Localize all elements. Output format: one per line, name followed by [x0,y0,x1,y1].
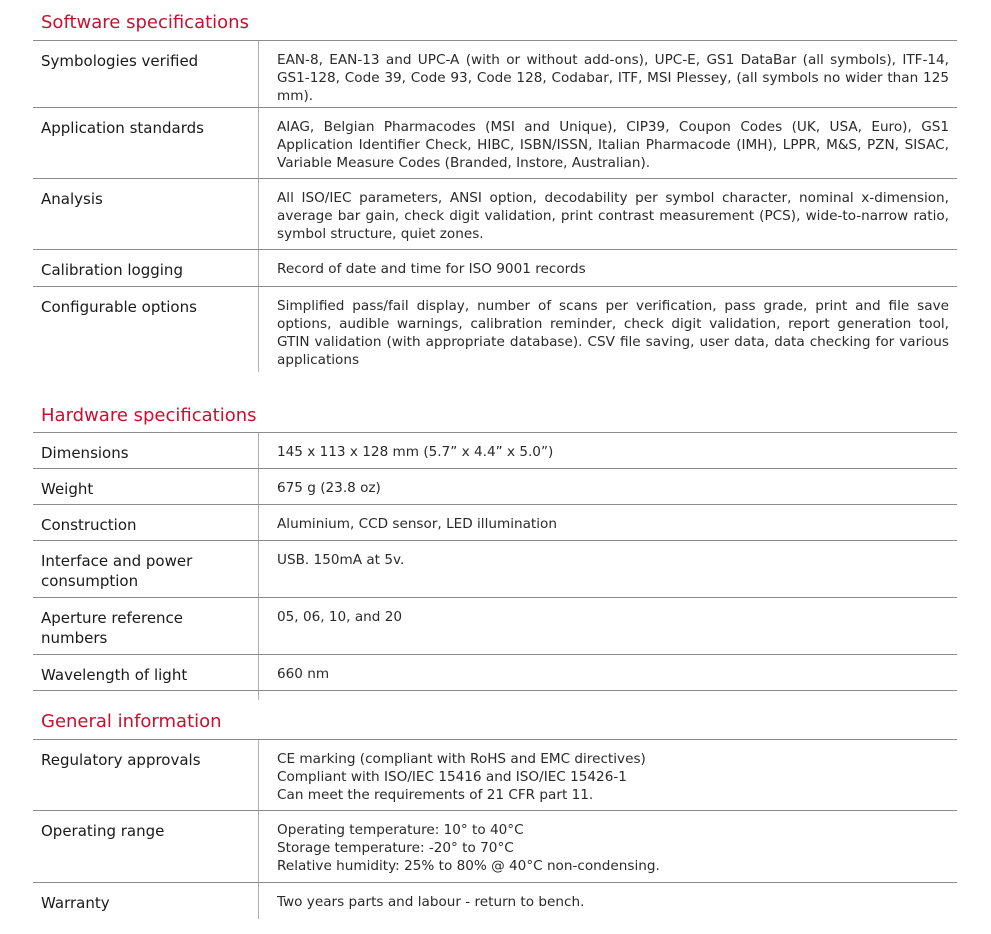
spec-value [277,551,949,569]
spec-value [277,189,949,243]
spec-label: Aperture reference numbers [41,609,184,647]
spec-row-aperture [33,597,957,654]
spec-value-line: 05, 06, 10, and 20 [277,609,403,625]
spec-row-warranty [33,882,957,921]
spec-row-dimensions [33,432,957,468]
spec-value [277,118,949,172]
spec-label: Wavelength of light [41,666,188,684]
spec-row-interface-power [33,540,957,597]
spec-label: Weight [41,480,94,498]
spec-value [277,297,949,369]
spec-label: Operating range [41,822,165,840]
spec-row-analysis [33,178,957,249]
hardware-spec-table [33,432,957,691]
spec-value-line: Relative humidity: 25% to 80% @ 40°C non-condensing. [277,858,660,874]
spec-row-wavelength [33,654,957,691]
spec-label: Configurable options [41,298,197,316]
spec-value-line: Record of date and time for ISO 9001 records [277,261,586,277]
spec-row-symbologies [33,40,957,107]
spec-label: Symbologies verified [41,52,199,70]
spec-value-line: EAN-8, EAN-13 and UPC-A (with or without add-ons), UPC-E, GS1 DataBar (all symbols), ITF-14, GS1-128, Code 39, Code 93, Code 128, Codabar, ITF, MSI Plessey, (all symbols no wider than 125 mm). [277,52,949,104]
spec-value-line: All ISO/IEC parameters, ANSI option, decodability per symbol character, nominal x-dimension, average bar gain, check digit validation, print contrast measurement (PCS), wide-to-narrow ratio, symbol structure, quiet zones. [277,190,949,242]
spec-value [277,665,949,683]
spec-value-line: Storage temperature: -20° to 70°C [277,840,514,856]
spec-label: Analysis [41,190,103,208]
spec-value-line: Can meet the requirements of 21 CFR part 11. [277,787,594,803]
spec-value-line: AIAG, Belgian Pharmacodes (MSI and Unique), CIP39, Coupon Codes (UK, USA, Euro), GS1 Application Identifier Check, HIBC, ISBN/ISSN, Italian Pharmacode (IMH), LPPR, M&S, PZN, SISAC, Variable Measure Codes (Branded, Instore, Australian). [277,119,949,171]
spec-row-configurable-options [33,286,957,377]
spec-value-line: Simplified pass/fail display, number of scans per verification, pass grade, print and file save options, audible warnings, calibration reminder, check digit validation, report generation tool, GTIN validation (with appropriate database). CSV file saving, user data, data checking for various applications [277,298,949,368]
spec-row-regulatory [33,739,957,810]
spec-value-line: Two years parts and labour - return to bench. [277,894,585,910]
spec-value-line: Compliant with ISO/IEC 15416 and ISO/IEC 15426-1 [277,769,627,785]
spec-row-application-standards [33,107,957,178]
spec-value [277,821,949,875]
spec-label: Application standards [41,119,204,137]
spec-row-weight [33,468,957,504]
spec-value [277,608,949,626]
spec-label: Dimensions [41,444,129,462]
spec-value [277,260,949,278]
spec-value [277,479,949,497]
spec-label: Warranty [41,894,110,912]
software-spec-table [33,40,957,377]
hardware-section-title: Hardware specifications [41,405,257,426]
spec-value [277,443,949,461]
spec-value [277,515,949,533]
spec-value-line: 145 x 113 x 128 mm (5.7” x 4.4” x 5.0”) [277,444,554,460]
general-section-title: General information [41,711,222,732]
spec-value-line: Aluminium, CCD sensor, LED illumination [277,516,557,532]
spec-value-line: CE marking (compliant with RoHS and EMC directives) [277,751,646,767]
spec-row-construction [33,504,957,540]
spec-label: Calibration logging [41,261,183,279]
spec-label: Construction [41,516,137,534]
spec-label: Interface and power consumption [41,552,193,590]
spec-value [277,51,949,105]
software-section-title: Software specifications [41,12,249,33]
spec-label: Regulatory approvals [41,751,201,769]
spec-value [277,750,949,804]
spec-value [277,893,949,911]
spec-value-line: 660 nm [277,666,330,682]
spec-value-line: USB. 150mA at 5v. [277,552,405,568]
spec-row-operating-range [33,810,957,882]
spec-value-line: Operating temperature: 10° to 40°C [277,822,524,838]
spec-row-calibration-logging [33,249,957,286]
spec-value-line: 675 g (23.8 oz) [277,480,381,496]
general-info-table [33,739,957,921]
